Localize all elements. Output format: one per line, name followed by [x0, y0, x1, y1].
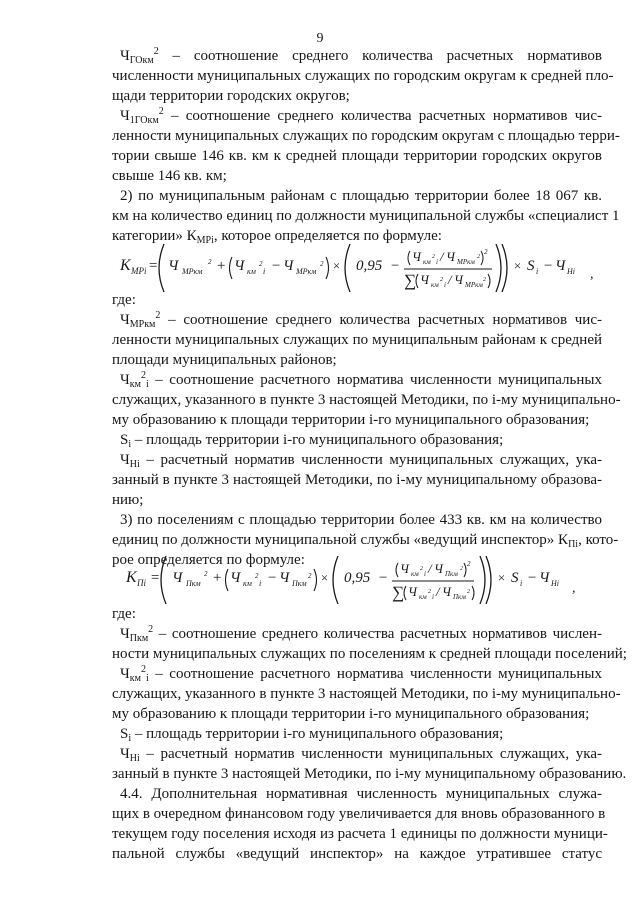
svg-text:Ч: Ч: [234, 258, 245, 274]
text-line: $S_i$ – площадь территории i-го муниципального образования;: [120, 726, 504, 744]
text-line: му образованию к площади территории i-го муниципального образования;: [112, 412, 590, 428]
svg-text:×: ×: [497, 570, 506, 585]
svg-text:км: км: [247, 267, 256, 276]
text-line: $Ч_{МРкм}^2$ – соотношение среднего количества расчетных нормативов чис-: [120, 310, 602, 330]
svg-text:×: ×: [513, 258, 522, 273]
text-line: единиц по должности муниципальной службы «ведущий инспектор» $К_{Пi}$, кото-: [112, 532, 619, 550]
text-line: 3) по поселениям с площадью территории более 433 кв. км на количество: [120, 512, 602, 528]
paren-close-3: [496, 244, 501, 292]
paren-open-1: [159, 244, 164, 292]
svg-text:/: /: [428, 561, 432, 576]
svg-text:,: ,: [590, 267, 594, 282]
paren-open-3: [333, 556, 338, 604]
formula-1-left: [119, 257, 158, 276]
text-line: текущем году поселения исходя из расчета 1 единицы по должности муници-: [112, 826, 608, 842]
text-line: численности муниципальных служащих по городским округам к средней пло-: [112, 68, 614, 84]
svg-text:МРкм: МРкм: [296, 267, 317, 276]
svg-text:Ч: Ч: [442, 584, 451, 599]
svg-text:2: 2: [467, 560, 471, 568]
text-line: ленности муниципальных служащих по городским округам с площадью терри-: [112, 128, 620, 144]
svg-text:Пкм: Пкм: [453, 593, 466, 601]
svg-text:2: 2: [204, 570, 208, 578]
svg-text:0,95: 0,95: [344, 570, 371, 586]
svg-text:км: км: [419, 593, 427, 601]
svg-text:2: 2: [428, 589, 431, 595]
svg-text:,: ,: [572, 581, 576, 596]
text-line: $Ч_{км}^2_i$ – соотношение расчетного норматива численности муниципальных: [120, 664, 602, 684]
svg-text:i: i: [259, 579, 262, 588]
svg-text:∑: ∑: [392, 583, 405, 602]
svg-text:∑: ∑: [404, 271, 417, 290]
svg-text:×: ×: [332, 258, 341, 273]
text-line: ленности муниципальных служащих по муниципальным районам к средней: [112, 332, 602, 348]
text-line: ности муниципальных служащих по поселениям к средней площади поселений;: [112, 646, 627, 662]
svg-text:i: i: [424, 570, 426, 578]
svg-text:Hi: Hi: [567, 267, 575, 276]
text-line: $S_i$ – площадь территории i-го муниципального образования;: [120, 432, 504, 450]
svg-text:−: −: [390, 258, 401, 274]
svg-text:Пкм: Пкм: [292, 579, 307, 588]
svg-text:Ч: Ч: [446, 249, 455, 264]
svg-text:=: =: [150, 570, 161, 586]
svg-text:км: км: [411, 570, 419, 578]
svg-text:км: км: [243, 579, 252, 588]
text-line: щих в очередном финансовом году увеличивается для вновь образованного в: [112, 806, 606, 822]
text-line: щади территории городских округов;: [112, 88, 350, 104]
svg-text:МРкм: МРкм: [182, 267, 203, 276]
svg-text:−: −: [271, 258, 282, 274]
svg-text:2: 2: [255, 572, 259, 580]
text-line: где:: [112, 292, 136, 308]
svg-text:MPi: MPi: [131, 266, 147, 276]
paren-close-1: [486, 556, 491, 604]
text-line: служащих, указанного в пункте 3 настоящей Методики, по i-му муниципально-: [112, 686, 621, 702]
svg-text:2: 2: [460, 566, 463, 572]
text-line: рое определяется по формуле:: [112, 552, 305, 568]
paren-open-3: [345, 244, 350, 292]
text-line: нию;: [112, 492, 144, 508]
svg-text:i: i: [536, 267, 539, 276]
formula-k-pi: [0, 542, 640, 606]
svg-text:i: i: [436, 258, 438, 266]
text-line: $Ч_{Нi}$ – расчетный норматив численности муниципальных служащих, ука-: [120, 452, 602, 470]
svg-text:+: +: [216, 258, 227, 274]
text-line: км на количество единиц по должности муниципальной службы «специалист 1: [112, 208, 620, 224]
text-line: $Ч_{Нi}$ – расчетный норматив численности муниципальных служащих, ука-: [120, 746, 602, 764]
svg-text:×: ×: [320, 570, 329, 585]
svg-text:K: K: [120, 257, 131, 274]
text-line: 2) по муниципальным районам с площадью территории более 18 067 кв.: [120, 188, 602, 204]
svg-text:2: 2: [477, 254, 480, 260]
paren-close-2: [326, 257, 329, 279]
svg-text:i: i: [432, 593, 434, 601]
svg-text:/: /: [448, 272, 452, 287]
page-number: 9: [316, 31, 324, 46]
svg-text:МРкм: МРкм: [465, 281, 483, 289]
svg-text:0,95: 0,95: [356, 258, 383, 274]
svg-text:Ч: Ч: [539, 570, 550, 586]
svg-text:Ч: Ч: [434, 561, 443, 576]
svg-text:2: 2: [208, 258, 212, 266]
text-line: служащих, указанного в пункте 3 настоящей Методики, по i-му муниципально-: [112, 392, 621, 408]
formula-k-mpi: [0, 230, 640, 294]
svg-text:2: 2: [420, 566, 423, 572]
svg-text:−: −: [527, 570, 538, 586]
svg-text:Ч: Ч: [279, 570, 290, 586]
text-line: занный в пункте 3 настоящей Методики, по i-му муниципальному образованию.: [112, 766, 627, 782]
svg-text:Ч: Ч: [172, 570, 183, 586]
svg-text:Ч: Ч: [168, 258, 179, 274]
paren-close-1: [502, 244, 507, 292]
svg-text:Ч: Ч: [420, 272, 429, 287]
svg-text:км: км: [431, 281, 439, 289]
text-line: му образованию к площади территории i-го муниципального образования;: [112, 706, 590, 722]
svg-text:Пкм: Пкм: [445, 570, 458, 578]
svg-text:i: i: [444, 281, 446, 289]
text-line: пальной службы «ведущий инспектор» на каждое утратившее статус: [112, 846, 602, 862]
paren-close-3: [480, 556, 485, 604]
svg-text:i: i: [520, 579, 523, 588]
svg-text:S: S: [511, 570, 519, 586]
svg-text:K: K: [126, 569, 137, 586]
text-line: категории» $К_{МРi}$, которое определяется по формуле:: [112, 228, 442, 246]
svg-text:2: 2: [467, 589, 470, 595]
svg-text:/: /: [436, 584, 440, 599]
text-line: свыше 146 кв. км;: [112, 168, 227, 184]
svg-text:Пкм: Пкм: [186, 579, 201, 588]
svg-text:2: 2: [483, 277, 486, 283]
svg-text:Ч: Ч: [555, 258, 566, 274]
text-line: площади муниципальных районов;: [112, 352, 337, 368]
svg-text:2: 2: [320, 260, 324, 268]
paren-open-2: [230, 257, 233, 279]
svg-text:МРкм: МРкм: [457, 258, 475, 266]
text-line: тории свыше 146 кв. км к средней площади территории городских округов: [112, 148, 602, 164]
svg-text:S: S: [527, 258, 535, 274]
svg-text:Ч: Ч: [408, 584, 417, 599]
svg-text:−: −: [267, 570, 278, 586]
text-line: $Ч_{ГОкм}^2$ – соотношение среднего количества расчетных нормативов: [120, 46, 602, 66]
svg-text:Hi: Hi: [551, 579, 559, 588]
svg-text:2: 2: [259, 260, 263, 268]
svg-text:2: 2: [432, 254, 435, 260]
svg-text:−: −: [378, 570, 389, 586]
text-line: $Ч_{км}^2_i$ – соотношение расчетного норматива численности муниципальных: [120, 370, 602, 390]
svg-text:−: −: [543, 258, 554, 274]
text-line: $Ч_{Пкм}^2$ – соотношение среднего количества расчетных нормативов числен-: [120, 624, 602, 644]
svg-text:2: 2: [440, 277, 443, 283]
svg-text:Ч: Ч: [454, 272, 463, 287]
text-line: занный в пункте 3 настоящей Методики, по i-му муниципальному образова-: [112, 472, 602, 488]
svg-text:i: i: [263, 267, 266, 276]
svg-text:+: +: [212, 570, 223, 586]
paren-open-2: [226, 569, 229, 591]
paren-open-1: [161, 556, 166, 604]
svg-text:2: 2: [308, 572, 312, 580]
text-line: 4.4. Дополнительная нормативная численность муниципальных служа-: [120, 786, 602, 802]
svg-text:Пi: Пi: [137, 578, 146, 588]
svg-text:=: =: [148, 258, 159, 274]
text-line: $Ч_{1ГОкм}^2$ – соотношение среднего количества расчетных нормативов чис-: [120, 106, 602, 126]
svg-text:Ч: Ч: [283, 258, 294, 274]
svg-text:Ч: Ч: [412, 249, 421, 264]
svg-text:Ч: Ч: [230, 570, 241, 586]
svg-text:2: 2: [484, 248, 488, 256]
paren-close-2: [314, 569, 317, 591]
svg-text:/: /: [440, 249, 444, 264]
text-line: где:: [112, 606, 136, 622]
svg-text:Ч: Ч: [400, 561, 409, 576]
svg-text:км: км: [423, 258, 431, 266]
